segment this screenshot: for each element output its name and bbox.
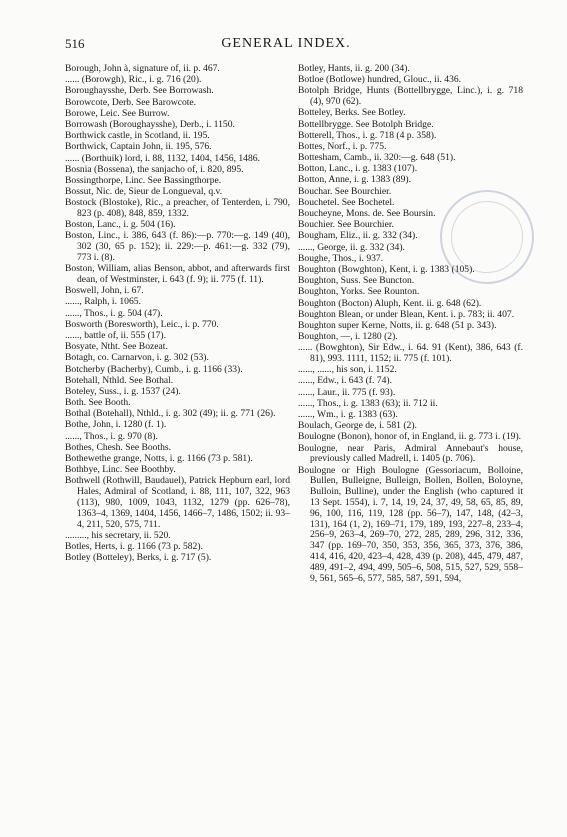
index-entry: ......, George, ii. g. 332 (34). — [298, 241, 405, 253]
index-entry: Botles, Herts, i. g. 1166 (73 p. 582). — [65, 540, 203, 552]
index-column-left — [65, 64, 290, 564]
index-entry: Bothal (Botehall), Nthld., i. g. 302 (49); ii. g. 771 (26). — [65, 408, 276, 420]
index-entry: Bougham, Eliz., ii. g. 332 (34). — [298, 230, 418, 242]
index-entry: Borowcote, Derb. See Barowcote. — [65, 96, 197, 108]
index-entry: Botteley, Berks. See Botley. — [298, 107, 406, 119]
index-entry: Boroughaysshe, Derb. See Borrowash. — [65, 85, 214, 97]
index-entry: Both. See Booth. — [65, 397, 131, 409]
index-entry: ......, Thos., i. g. 1383 (63); ii. 712 ii. — [298, 397, 438, 409]
index-entry: Bosnia (Bossena), the sanjacho of, i. 820, 895. — [65, 163, 244, 175]
index-entry: Botterell, Thos., i. g. 718 (4 p. 358). — [298, 129, 437, 141]
page-number: 516 — [65, 36, 85, 51]
index-entry: Botton, Lanc., i. g. 1383 (107). — [298, 163, 418, 175]
index-entry: Bothe, John, i. 1280 (f. 1). — [65, 419, 167, 431]
index-entry: ...... (Borthuik) lord, i. 88, 1132, 1404, 1456, 1486. — [65, 152, 260, 164]
page-header — [65, 36, 507, 56]
index-entry: Boughton Blean, or under Blean, Kent. i. p. 783; ii. 407. — [298, 308, 515, 320]
index-entry: Boughton super Kerne, Notts, ii. g. 648 (51 p. 343). — [298, 319, 497, 331]
index-column-right — [298, 64, 523, 585]
index-entry: Boughton, Yorks. See Rounton. — [298, 286, 420, 298]
index-entry: Botagh, co. Carnarvon, i. g. 302 (53). — [65, 352, 209, 364]
index-entry: ......, Thos., i. g. 504 (47). — [65, 307, 163, 319]
index-entry: Botton, Anne, i. g. 1383 (89). — [298, 174, 411, 186]
index-entry: Boughton, Suss. See Buncton. — [298, 275, 415, 287]
index-entry: Bossut, Nic. de, Sieur de Longueval, q.v. — [65, 186, 223, 198]
index-entry: Bouchier. See Bourchier. — [298, 219, 394, 231]
index-entry: ........., his secretary, ii. 520. — [65, 529, 171, 541]
index-entry: ......, Thos., i. g. 970 (8). — [65, 430, 158, 442]
index-entry: ......, battle of, ii. 555 (17). — [65, 329, 166, 341]
index-entry: ......, ......, his son, i. 1152. — [298, 364, 397, 376]
index-entry: Boteley, Suss., i. g. 1537 (24). — [65, 385, 181, 397]
index-entry: Botolph Bridge, Hunts (Bottellbrygge, Linc.), i. g. 718 (4), 970 (62). — [298, 85, 523, 108]
index-entry: Boulogne (Bonon), honor of, in England, ii. g. 773 i. (19). — [298, 431, 522, 443]
index-entry: Botley (Botteley), Berks, i. g. 717 (5). — [65, 552, 212, 564]
index-entry: ......, Ralph, i. 1065. — [65, 296, 141, 308]
index-entry: Boucheyne, Mons. de. See Boursin. — [298, 208, 436, 220]
index-entry: Botloe (Botlowe) hundred, Glouc., ii. 436. — [298, 74, 462, 86]
index-entry: Boughe, Thos., i. 937. — [298, 252, 384, 264]
index-entry: Boulogne or High Boulogne (Gessoriacum, Bolloine, Bullen, Bulleigne, Bulleign, Bollen, Bollen, Boloyne, Bulloin, Bulline), under the English (who captured it 13 Sept. 1554), i. 7, 14, 19, 24, 37, 49, 58, 65, 85, 89, 96, 100, 116, 119, 128 (pp. 56–7), 147, 148, (42–3, 131), 164 (1, 2), 169–71, 179, 189, 193, 227–8, 233–4, 256–9, 263–4, 269–70, 272, 285, 289, 296, 312, 336, 347 (pp. 169–70, 350, 353, 356, 365, 373, 376, 386, 414, 416, 420, 423–4, 428, 439 (p. 208), 445, 479, 487, 489, 491–2, 494, 499, 505–6, 508, 515, 527, 529, 558–9, 561, 565–6, 577, 585, 587, 591, 594, — [298, 464, 523, 584]
index-entry: Boswell, John, i. 67. — [65, 285, 144, 297]
index-entry: Bosyate, Ntht. See Bozeat. — [65, 341, 168, 353]
index-entry: Bothbye, Linc. See Boothby. — [65, 464, 176, 476]
index-entry: Botley, Hants, ii. g. 200 (34). — [298, 63, 410, 74]
index-entry: Bottesham, Camb., ii. 320:—g. 648 (51). — [298, 152, 456, 164]
index-entry: ...... (Bowghton), Sir Edw., i. 64. 91 (Kent), 386, 643 (f. 81), 993. 1111, 1152; ii. 775 (f. 101). — [298, 342, 523, 365]
index-entry: Borough, John à, signature of, ii. p. 467. — [65, 63, 220, 74]
index-entry: Bostock (Blostoke), Ric., a preacher, of Tenterden, i. 790, 823 (p. 408), 848, 859, 1332. — [65, 197, 290, 220]
index-entry: Boston, Lanc., i. g. 504 (16). — [65, 219, 176, 231]
index-entry: Borthwick, Captain John, ii. 195, 576. — [65, 141, 212, 153]
index-entry: Bothes, Chesh. See Booths. — [65, 441, 172, 453]
index-entry: Botcherby (Bacherby), Cumb., i. g. 1166 (33). — [65, 363, 243, 375]
index-entry: ......, Edw., i. 643 (f. 74). — [298, 375, 392, 387]
index-entry: Bothwell (Rothwill, Baudauel), Patrick Hepburn earl, lord Hales, Admiral of Scotland, i. 88, 111, 107, 322, 963 (113), 980, 1009, 1043, 1132, 1279 (pp. 626–78), 1363–4, 1369, 1404, 1456, 1466–7, 1486, 1502; ii. 93–4, 211, 520, 575, 711. — [65, 475, 290, 530]
page-title: GENERAL INDEX. — [221, 36, 351, 51]
index-entry: Boulach, George de, i. 581 (2). — [298, 420, 417, 432]
index-entry: Bouchar. See Bourchier. — [298, 185, 392, 197]
index-entry: Bouchetel. See Bochetel. — [298, 196, 395, 208]
index-entry: ......, Laur., ii. 775 (f. 93). — [298, 386, 396, 398]
index-entry: Bosworth (Boresworth), Leic., i. p. 770. — [65, 318, 219, 330]
index-entry: Botehall, Nthld. See Bothal. — [65, 374, 174, 386]
index-entry: ......, Wm., i. g. 1383 (63). — [298, 409, 398, 421]
index-entry: Bossingthorpe, Linc. See Bassingthorpe. — [65, 174, 222, 186]
index-entry: Boughton, —, i. 1280 (2). — [298, 331, 398, 343]
index-entry: Bottellbrygge. See Botolph Bridge. — [298, 118, 434, 130]
index-entry: Boulogne, near Paris, Admiral Annebaut's house, previously called Madrell, i. 1405 (p. 706). — [298, 442, 523, 465]
index-entry: Boston, Linc., i. 386, 643 (f. 86):—p. 770:—g. 149 (40), 302 (30, 65 p. 152); ii. 229:—p. 461:—g. 332 (79), 773 i. (8). — [65, 230, 290, 264]
index-entry: Bothewethe grange, Notts, i. g. 1166 (73 p. 581). — [65, 453, 253, 464]
index-entry: Bottes, Norf., i. p. 775. — [298, 140, 387, 152]
index-entry: Boston, William, alias Benson, abbot, and afterwards first dean, of Westminster, i. 643 (f. 9); ii. 775 (f. 11). — [65, 263, 290, 285]
index-entry: Boughton (Bowghton), Kent, i. g. 1383 (105). — [298, 263, 475, 275]
index-entry: Borthwick castle, in Scotland, ii. 195. — [65, 130, 210, 142]
index-entry: Borowe, Leic. See Burrow. — [65, 107, 170, 119]
index-entry: Borrowash (Boroughaysshe), Derb., i. 1150. — [65, 118, 235, 130]
index-entry: ...... (Borowgh), Ric., i. g. 716 (20). — [65, 74, 202, 86]
index-entry: Boughton (Bocton) Aluph, Kent. ii. g. 648 (62). — [298, 297, 482, 309]
